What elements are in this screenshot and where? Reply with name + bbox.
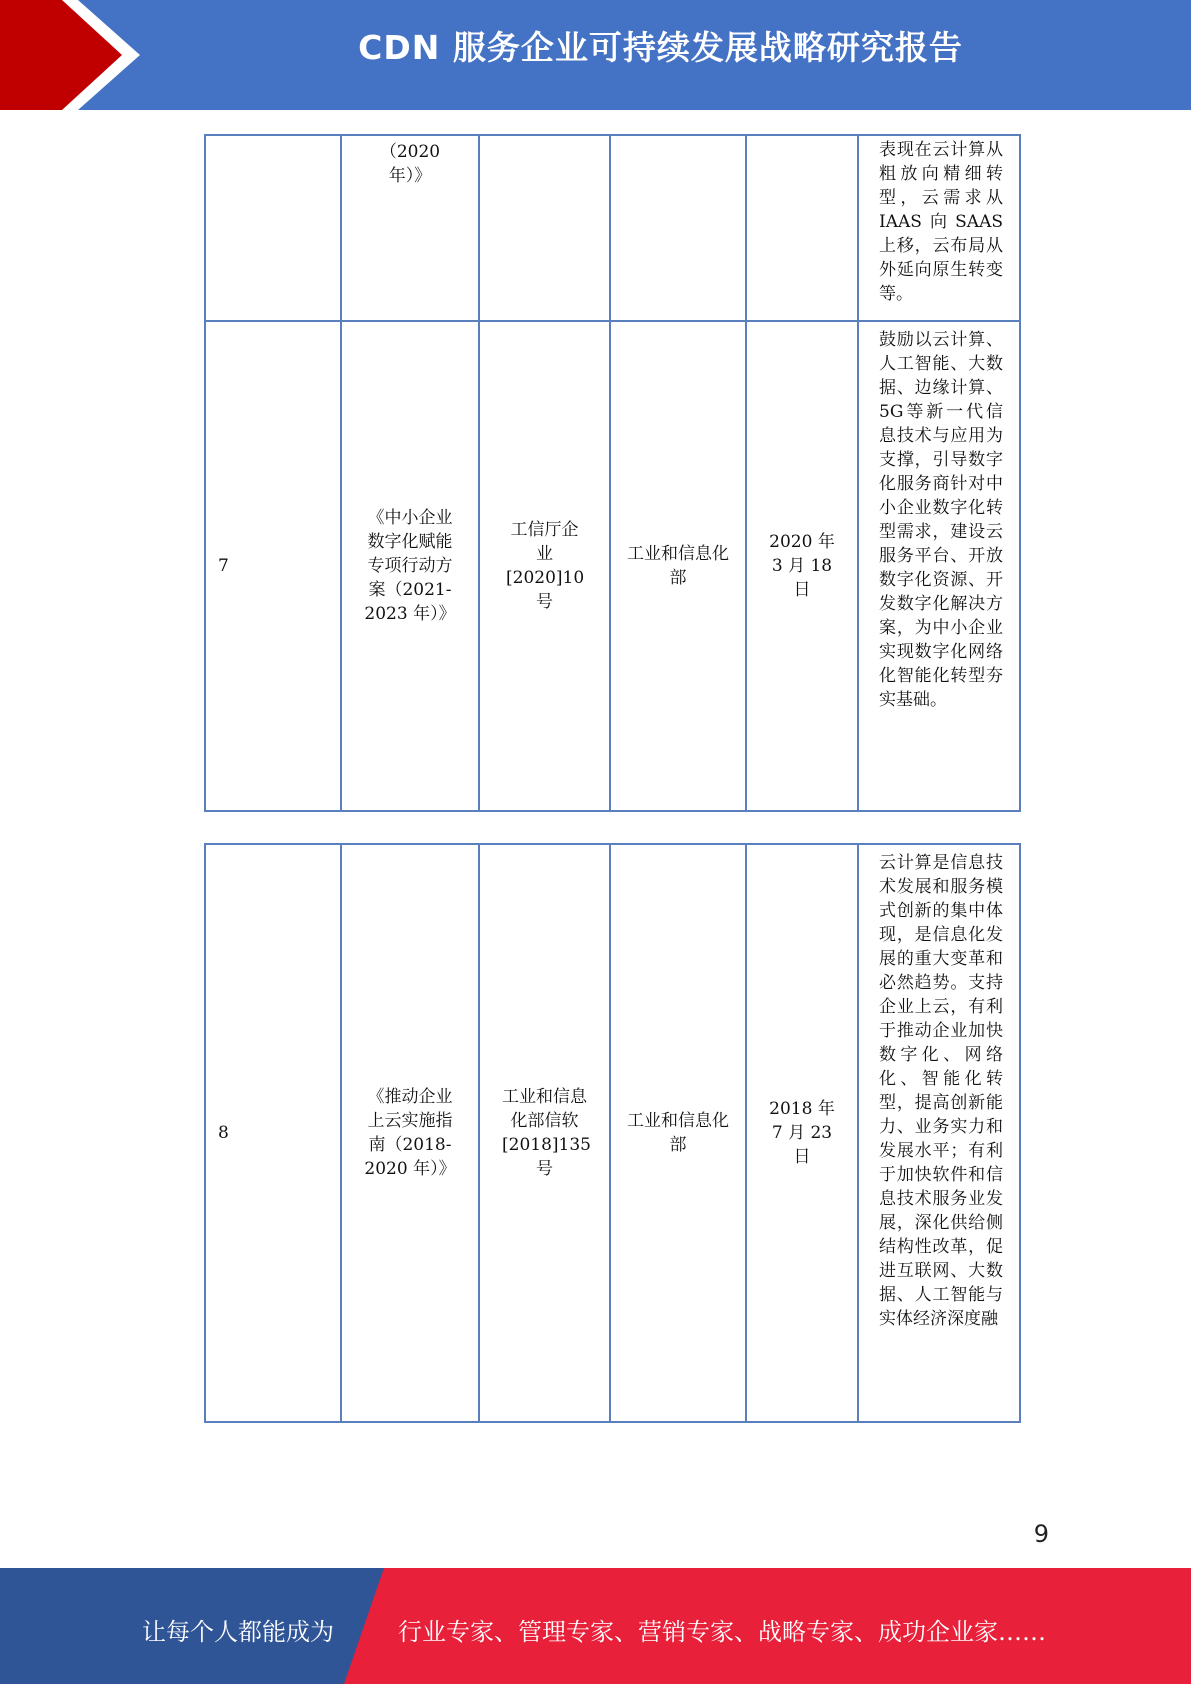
footer-slogan-left: 让每个人都能成为	[142, 1618, 334, 1646]
description-cell: 鼓励以云计算、人工智能、大数据、边缘计算、5G等新一代信息技术与应用为支撑，引导数字化服务商针对中小企业数字化转型需求，建设云服务平台、开放数字化资源、开发数字化解决方案，为中小企业实现数字化网络化智能化转型夯实基础。	[858, 321, 1020, 811]
row-number-cell	[205, 135, 341, 321]
date-cell: 2018 年 7 月 23 日	[746, 844, 858, 1422]
description-cell: 云计算是信息技术发展和服务模式创新的集中体现，是信息化发展的重大变革和必然趋势。支持企业上云，有利于推动企业加快数字化、网络化、智能化转型，提高创新能力、业务实力和发展水平；有利于加快软件和信息技术服务业发展，深化供给侧结构性改革，促进互联网、大数据、人工智能与实体经济深度融	[858, 844, 1020, 1422]
issuer-cell: 工业和信息化部	[610, 321, 746, 811]
table-row	[205, 135, 1020, 321]
report-title: CDN 服务企业可持续发展战略研究报告	[358, 28, 963, 67]
issuer-cell: 工业和信息化部	[610, 844, 746, 1422]
document-number-cell: 工信厅企业[2020]10号	[479, 321, 610, 811]
document-number-cell: 工业和信息化部信软[2018]135号	[479, 844, 610, 1422]
date-cell: 2020 年 3 月 18 日	[746, 321, 858, 811]
header-banner	[0, 0, 1191, 110]
policy-name-cell: （2020 年）》	[341, 135, 479, 321]
document-number-cell	[479, 135, 610, 321]
description-cell: 表现在云计算从粗放向精细转型，云需求从IAAS向SAAS上移，云布局从外延向原生转变等。	[858, 135, 1020, 321]
page-number: 9	[1033, 1520, 1049, 1548]
policy-table	[204, 843, 1021, 1423]
issuer-cell	[610, 135, 746, 321]
row-number-cell: 8	[205, 844, 341, 1422]
footer-banner	[0, 1568, 1191, 1684]
footer-slogan-right: 行业专家、管理专家、营销专家、战略专家、成功企业家……	[398, 1618, 1046, 1646]
date-cell	[746, 135, 858, 321]
policy-name-cell: 《中小企业数字化赋能专项行动方案（2021-2023 年）》	[341, 321, 479, 811]
row-number-cell: 7	[205, 321, 341, 811]
table-row	[205, 844, 1020, 1422]
policy-table-continued	[204, 134, 1021, 812]
policy-name-cell: 《推动企业上云实施指南（2018-2020 年）》	[341, 844, 479, 1422]
table-row	[205, 321, 1020, 811]
